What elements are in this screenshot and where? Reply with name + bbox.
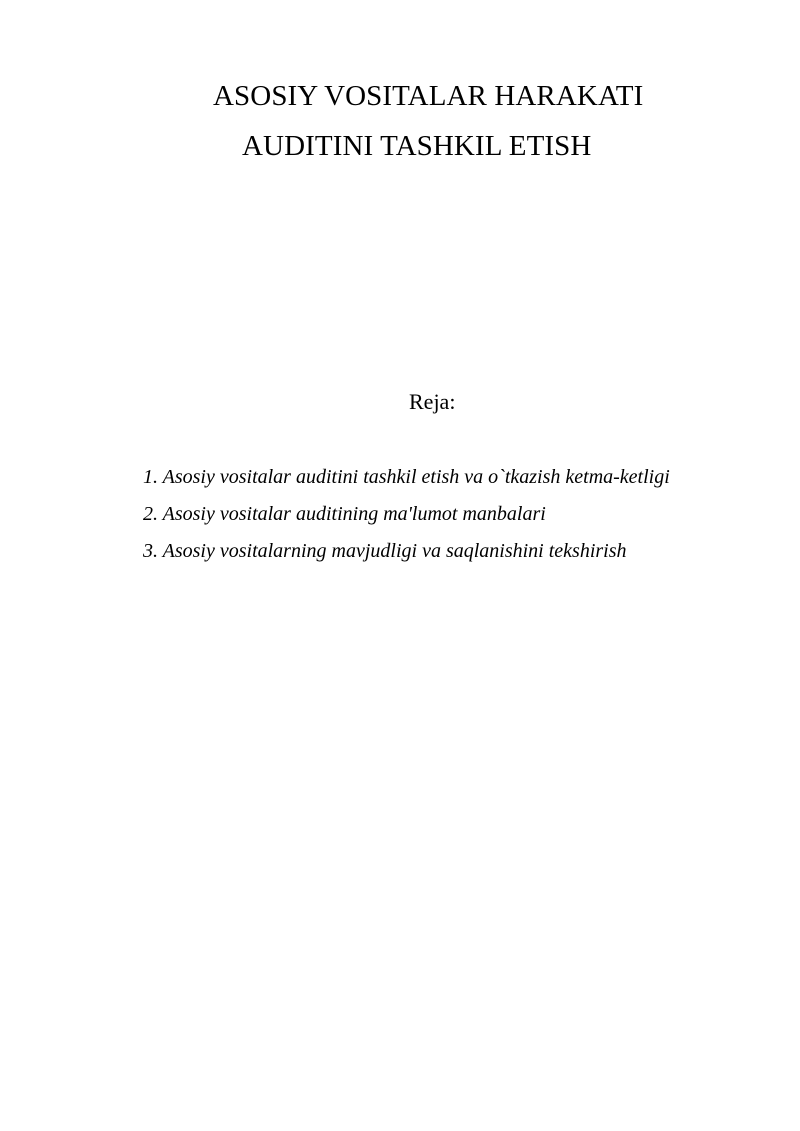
plan-item: 1. Asosiy vositalar auditini tashkil etish va o`tkazish ketma-ketligi — [143, 466, 670, 488]
plan-item: 2. Asosiy vositalar auditining ma'lumot manbalari — [143, 503, 546, 525]
plan-list — [143, 467, 670, 578]
plan-item: 3. Asosiy vositalarning mavjudligi va saqlanishini tekshirish — [143, 540, 627, 562]
document-title-line-2: AUDITINI TASHKIL ETISH — [242, 130, 592, 162]
plan-heading: Reja: — [409, 389, 456, 414]
document-title-line-1: ASOSIY VOSITALAR HARAKATI — [213, 80, 644, 112]
